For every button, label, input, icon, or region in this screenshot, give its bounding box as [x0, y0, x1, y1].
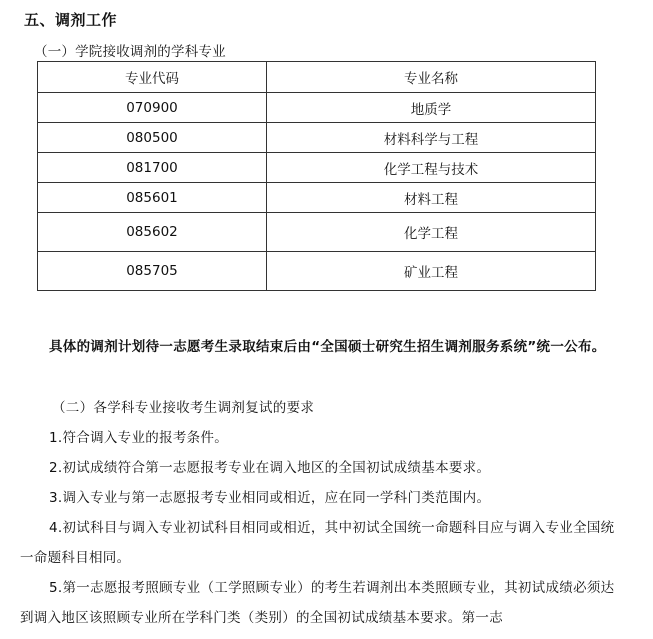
requirement-item: 1.符合调入专业的报考条件。 [49, 430, 229, 446]
cell-major-code: 080500 [38, 123, 267, 153]
cell-major-name: 材料工程 [267, 183, 596, 213]
table-row [38, 123, 596, 153]
header-major-name: 专业名称 [267, 62, 596, 93]
table-row [38, 93, 596, 123]
table-row [38, 183, 596, 213]
cell-major-code: 085705 [38, 252, 267, 291]
cell-major-code: 085602 [38, 213, 267, 252]
majors-table [37, 61, 596, 291]
adjustment-plan-note: 具体的调剂计划待一志愿考生录取结束后由“全国硕士研究生招生调剂服务系统”统一公布。 [49, 339, 606, 355]
cell-major-code: 085601 [38, 183, 267, 213]
subsection-title-majors: （一）学院接收调剂的学科专业 [34, 44, 226, 60]
cell-major-code: 070900 [38, 93, 267, 123]
requirement-item: 2.初试成绩符合第一志愿报考专业在调入地区的全国初试成绩基本要求。 [49, 460, 491, 476]
cell-major-code: 081700 [38, 153, 267, 183]
table-row [38, 252, 596, 291]
subsection-title-requirements: （二）各学科专业接收考生调剂复试的要求 [52, 400, 315, 416]
header-major-code: 专业代码 [38, 62, 267, 93]
table-header-row [38, 62, 596, 93]
cell-major-name: 材料科学与工程 [267, 123, 596, 153]
requirement-item: 4.初试科目与调入专业初试科目相同或相近，其中初试全国统一命题科目应与调入专业全国统一命题科目相同。 [20, 520, 615, 566]
cell-major-name: 化学工程 [267, 213, 596, 252]
table-row [38, 213, 596, 252]
cell-major-name: 地质学 [267, 93, 596, 123]
cell-major-name: 化学工程与技术 [267, 153, 596, 183]
section-title: 五、调剂工作 [24, 11, 118, 29]
cell-major-name: 矿业工程 [267, 252, 596, 291]
requirement-item: 3.调入专业与第一志愿报考专业相同或相近，应在同一学科门类范围内。 [49, 490, 491, 506]
table-row [38, 153, 596, 183]
requirement-item: 5.第一志愿报考照顾专业（工学照顾专业）的考生若调剂出本类照顾专业，其初试成绩必须达到调入地区该照顾专业所在学科门类（类别）的全国初试成绩基本要求。第一志 [20, 580, 615, 626]
